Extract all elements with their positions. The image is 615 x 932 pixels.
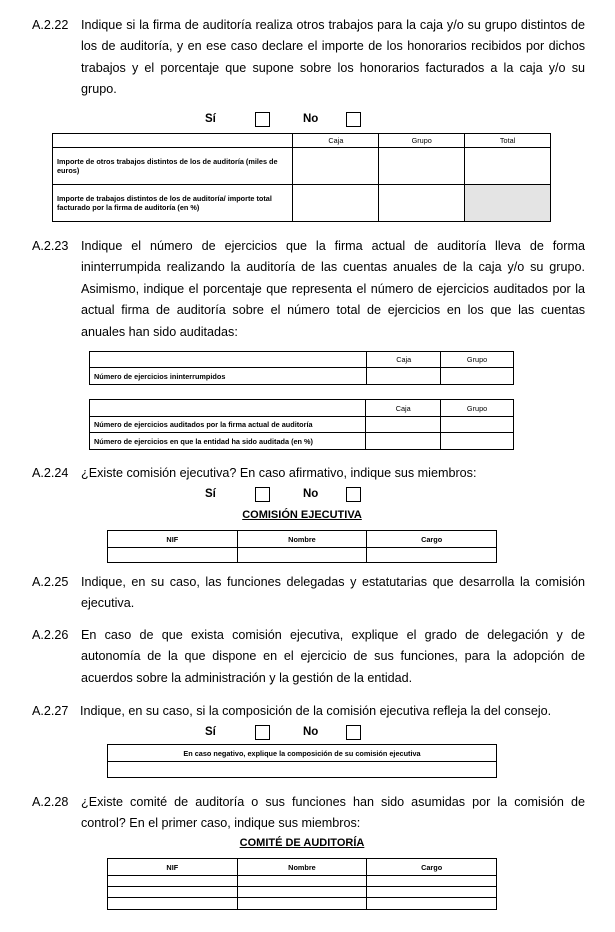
table-row bbox=[53, 148, 551, 185]
table-caption: COMITÉ DE AUDITORÍA bbox=[239, 837, 365, 849]
yes-label: Sí bbox=[205, 113, 216, 125]
question-a-2-24 bbox=[32, 463, 585, 484]
input-cell[interactable] bbox=[367, 876, 497, 887]
table-header: Grupo bbox=[441, 400, 514, 417]
no-label: No bbox=[303, 726, 319, 738]
input-cell[interactable] bbox=[379, 185, 465, 222]
input-cell[interactable] bbox=[367, 898, 497, 910]
question-text: En caso de que exista comisión ejecutiva, explique el grado de delegación y de autonomía de la que dispone en el ejercicio de sus funciones, para la adopción de acuerdos sobre la administración y la gestión de la entidad. bbox=[81, 628, 585, 685]
table-row bbox=[90, 368, 514, 385]
row-label: Número de ejercicios auditados por la firma actual de auditoría bbox=[90, 417, 366, 433]
table-row bbox=[53, 185, 551, 222]
no-label: No bbox=[303, 113, 319, 125]
table-executive-committee bbox=[107, 530, 497, 563]
shaded-cell bbox=[465, 185, 551, 222]
table-composition-explanation bbox=[107, 744, 497, 778]
question-number: A.2.26 bbox=[32, 628, 69, 642]
table-uninterrupted-years bbox=[89, 351, 514, 385]
input-cell[interactable] bbox=[237, 876, 367, 887]
table-row bbox=[108, 887, 497, 898]
table-header: Caja bbox=[293, 134, 379, 148]
table-row bbox=[90, 417, 514, 433]
no-checkbox[interactable] bbox=[346, 725, 361, 740]
table-header: Grupo bbox=[379, 134, 465, 148]
input-cell[interactable] bbox=[367, 368, 441, 385]
table-row bbox=[108, 762, 497, 778]
question-a-2-27 bbox=[32, 701, 585, 722]
table-row bbox=[108, 876, 497, 887]
input-cell[interactable] bbox=[465, 148, 551, 185]
question-text: Indique el número de ejercicios que la firma actual de auditoría lleva de forma ininterrumpida realizando la auditoría de las cuentas anuales de la caja y/o su grupo. Asimismo, indique el porcentaje que representa el número de ejercicios auditados por la actual firma de auditoría sobre el número total de ejercicios en los que las cuentas anuales han sido auditadas: bbox=[81, 239, 585, 339]
question-number: A.2.28 bbox=[32, 795, 69, 809]
table-header: Nombre bbox=[237, 531, 367, 548]
table-header: Grupo bbox=[441, 352, 514, 368]
yes-checkbox[interactable] bbox=[255, 112, 270, 127]
table-row bbox=[108, 548, 497, 563]
table-caption: COMISIÓN EJECUTIVA bbox=[242, 509, 362, 521]
input-cell[interactable] bbox=[367, 887, 497, 898]
row-label: Importe de trabajos distintos de los de auditoría/ importe total facturado por la firma de auditoría (en %) bbox=[53, 185, 293, 222]
table-other-work-fees bbox=[52, 133, 551, 222]
yes-checkbox[interactable] bbox=[255, 487, 270, 502]
row-label: Número de ejercicios ininterrumpidos bbox=[90, 368, 367, 385]
table-header-blank bbox=[90, 352, 367, 368]
input-cell[interactable] bbox=[293, 185, 379, 222]
question-number: A.2.24 bbox=[32, 466, 69, 480]
input-cell[interactable] bbox=[441, 433, 514, 450]
row-label: Importe de otros trabajos distintos de los de auditoría (miles de euros) bbox=[53, 148, 293, 185]
table-header: Nombre bbox=[237, 859, 367, 876]
question-number: A.2.27 bbox=[32, 704, 69, 718]
table-header: Caja bbox=[366, 400, 441, 417]
input-cell[interactable] bbox=[367, 548, 497, 563]
question-number: A.2.22 bbox=[32, 18, 69, 32]
question-text: Indique, en su caso, las funciones delegadas y estatutarias que desarrolla la comisión ejecutiva. bbox=[81, 575, 585, 611]
yes-checkbox[interactable] bbox=[255, 725, 270, 740]
question-text: ¿Existe comisión ejecutiva? En caso afirmativo, indique sus miembros: bbox=[81, 466, 477, 480]
question-text: ¿Existe comité de auditoría o sus funciones han sido asumidas por la comisión de control? En el primer caso, indique sus miembros: bbox=[81, 795, 585, 831]
question-text: Indique, en su caso, si la composición de la comisión ejecutiva refleja la del consejo. bbox=[80, 704, 552, 718]
table-header: Cargo bbox=[367, 859, 497, 876]
row-label: Número de ejercicios en que la entidad ha sido auditada (en %) bbox=[90, 433, 366, 450]
table-audit-committee bbox=[107, 858, 497, 910]
yes-label: Sí bbox=[205, 488, 216, 500]
input-cell[interactable] bbox=[237, 887, 367, 898]
table-header: Caja bbox=[367, 352, 441, 368]
no-label: No bbox=[303, 488, 319, 500]
no-checkbox[interactable] bbox=[346, 112, 361, 127]
input-cell[interactable] bbox=[108, 898, 238, 910]
input-cell[interactable] bbox=[441, 368, 514, 385]
yes-label: Sí bbox=[205, 726, 216, 738]
input-cell[interactable] bbox=[366, 433, 441, 450]
question-a-2-25 bbox=[32, 572, 585, 615]
table-audited-years bbox=[89, 399, 514, 450]
question-number: A.2.25 bbox=[32, 575, 69, 589]
question-text: Indique si la firma de auditoría realiza otros trabajos para la caja y/o su grupo distintos de los de auditoría, y en ese caso declare el importe de los honorarios recibidos por dichos trabajos y el porcentaje que supone sobre los honorarios facturados a la caja y/o su grupo. bbox=[81, 18, 585, 97]
no-checkbox[interactable] bbox=[346, 487, 361, 502]
table-header-blank bbox=[90, 400, 366, 417]
question-a-2-26 bbox=[32, 625, 585, 689]
input-cell[interactable] bbox=[237, 548, 367, 563]
question-number: A.2.23 bbox=[32, 239, 69, 253]
table-row bbox=[108, 898, 497, 910]
input-cell[interactable] bbox=[108, 876, 238, 887]
input-cell[interactable] bbox=[379, 148, 465, 185]
table-header: En caso negativo, explique la composición de su comisión ejecutiva bbox=[108, 745, 497, 762]
input-cell[interactable] bbox=[237, 898, 367, 910]
table-header: NIF bbox=[108, 531, 238, 548]
table-header-blank bbox=[53, 134, 293, 148]
question-a-2-23 bbox=[32, 236, 585, 343]
input-cell[interactable] bbox=[441, 417, 514, 433]
table-row bbox=[90, 433, 514, 450]
input-cell[interactable] bbox=[293, 148, 379, 185]
input-cell[interactable] bbox=[366, 417, 441, 433]
input-cell[interactable] bbox=[108, 887, 238, 898]
input-cell[interactable] bbox=[108, 548, 238, 563]
table-header: NIF bbox=[108, 859, 238, 876]
input-cell[interactable] bbox=[108, 762, 497, 778]
table-header: Cargo bbox=[367, 531, 497, 548]
question-a-2-22 bbox=[32, 15, 585, 101]
table-header: Total bbox=[465, 134, 551, 148]
question-a-2-28 bbox=[32, 792, 585, 835]
